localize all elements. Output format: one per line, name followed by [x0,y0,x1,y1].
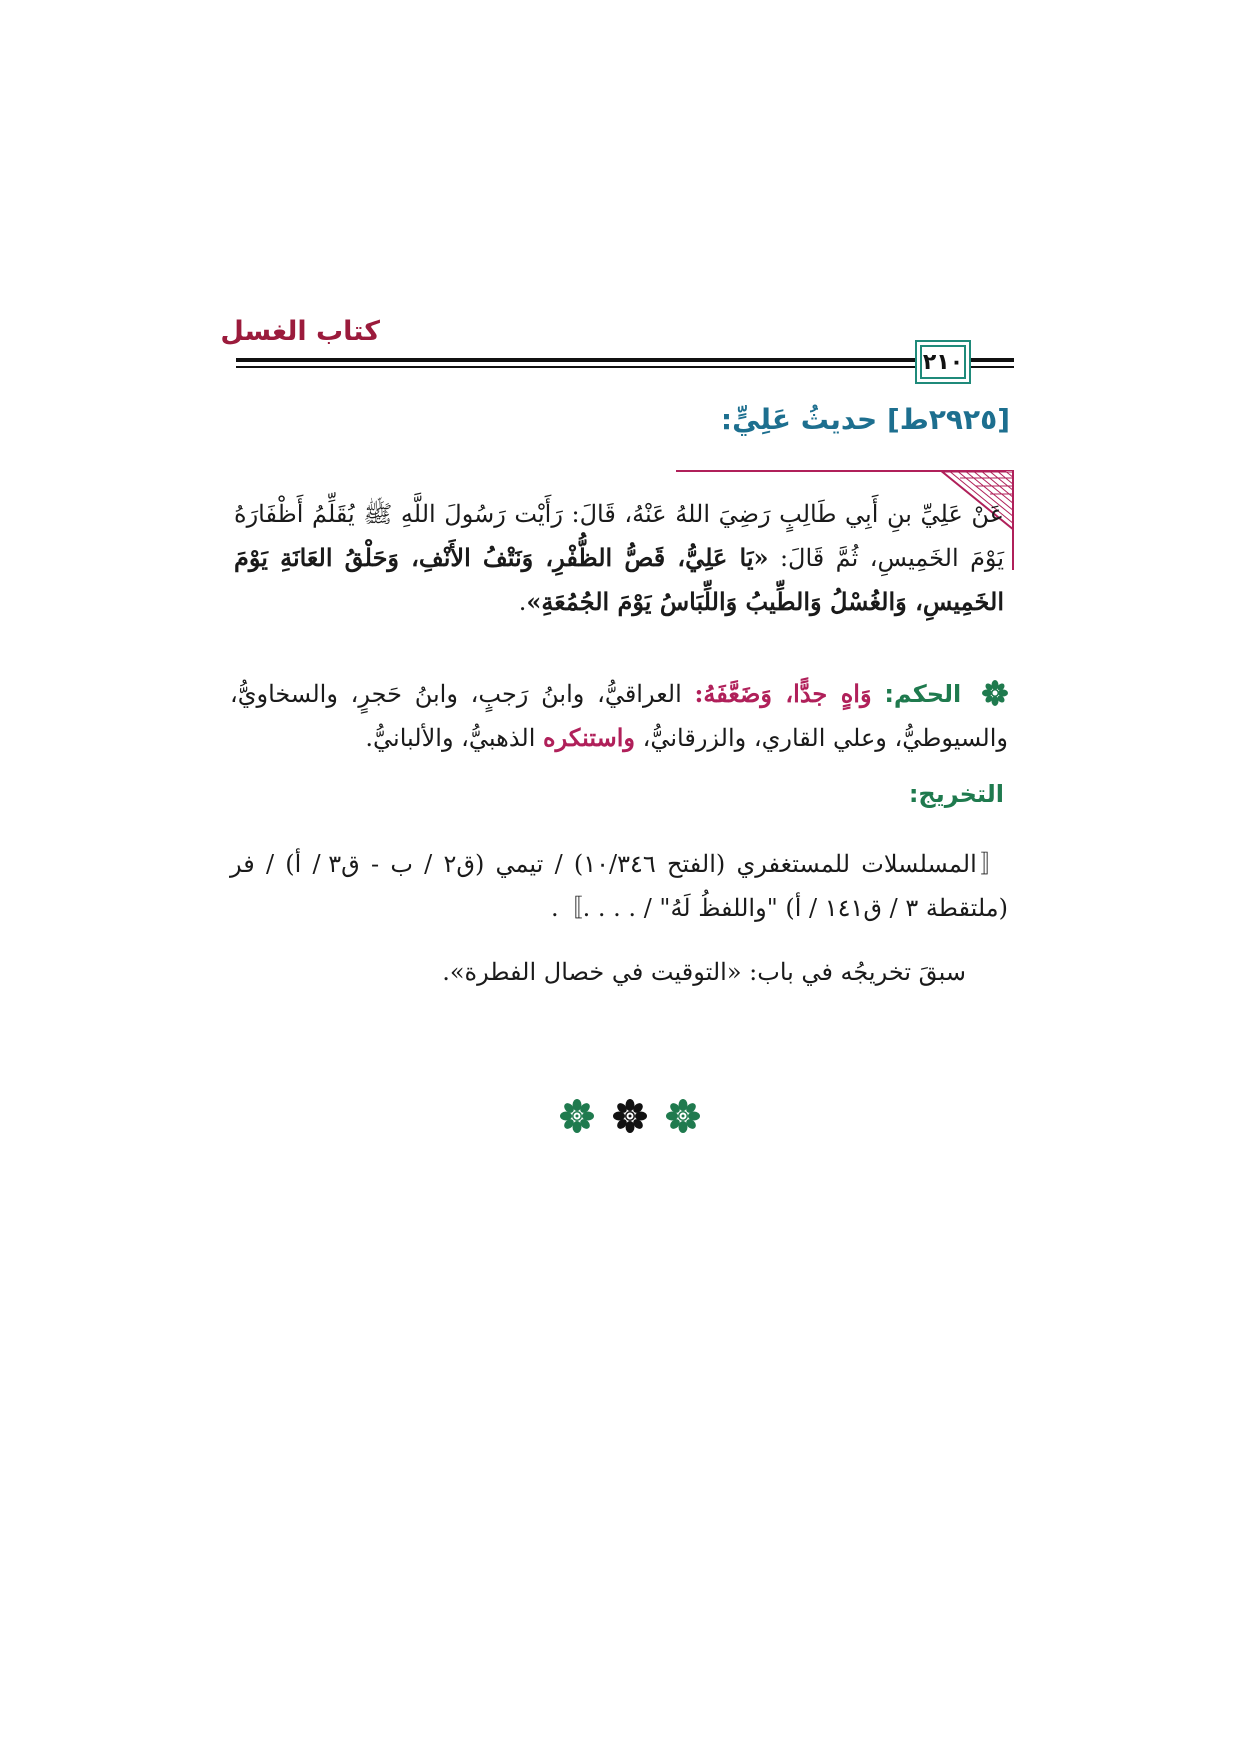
flower-ornament-icon [982,680,1008,706]
ruling-paragraph [230,672,1008,760]
flower-ornament-icon [560,1099,594,1133]
takhrij-sources: 〚المسلسلات للمستغفري (الفتح ١٠/٣٤٦) / تيمي (ق٢ / ب - ق٣ / أ) / فر (ملتقطة ٣ / ق١٤١ / أ) "واللفظُ لَهُ" / . . . .〛. [230,850,1008,922]
header-rule [236,358,1014,362]
hadith-heading: [٢٩٢٥ط] حديثُ عَلِيٍّ: [720,403,1010,436]
hadith-text [234,492,1004,624]
hadith-quote: «يَا عَلِيُّ، قَصُّ الظُّفْرِ، وَنَتْفُ الأَنْفِ، وَحَلْقُ العَانَةِ يَوْمَ الخَمِيسِ، وَالغُسْلُ وَالطِّيبُ وَاللِّبَاسُ يَوْمَ الجُمُعَةِ» [234,543,1004,616]
hadith-end: . [518,588,527,616]
flower-ornament-icon [613,1099,647,1133]
takhrij-label: التخريج: [908,780,1004,808]
page-number: ٢١٠ [922,349,964,375]
header-rule-thin [236,366,1014,368]
ruling-istankara: واستنكره [543,723,635,752]
ruling-scholars-end: الذهبيُّ، والألبانيُّ. [365,724,536,752]
takhrij-see-also: سبقَ تخريجُه في باب: «التوقيت في خصال الفطرة». [442,958,966,986]
section-end-ornaments [560,1098,700,1134]
ruling-label: الحكم: [884,680,962,708]
hadith-frame-right-line [1012,470,1014,570]
flower-ornament-icon [666,1099,700,1133]
hadith-narration: عَنْ عَلِيِّ بنِ أَبِي طَالِبٍ رَضِيَ اللهُ عَنْهُ، قَالَ: رَأَيْت رَسُولَ اللَّهِ ﷺ يُقَلِّمُ أَظْفَارَهُ يَوْمَ الخَمِيسِ، ثُمَّ قَالَ: [234,500,1005,572]
page-number-frame [915,340,971,384]
ruling-scholars: العراقيُّ، وابنُ رَجبٍ، وابنُ حَجرٍ، والسخاويُّ، والسيوطيُّ، وعلي القاري، والزرقانيُّ، [230,680,1008,752]
ruling-grade: وَاهٍ جدًّا، وَضَعَّفَهُ: [694,679,872,708]
running-header-title: كتاب الغسل [220,316,380,347]
